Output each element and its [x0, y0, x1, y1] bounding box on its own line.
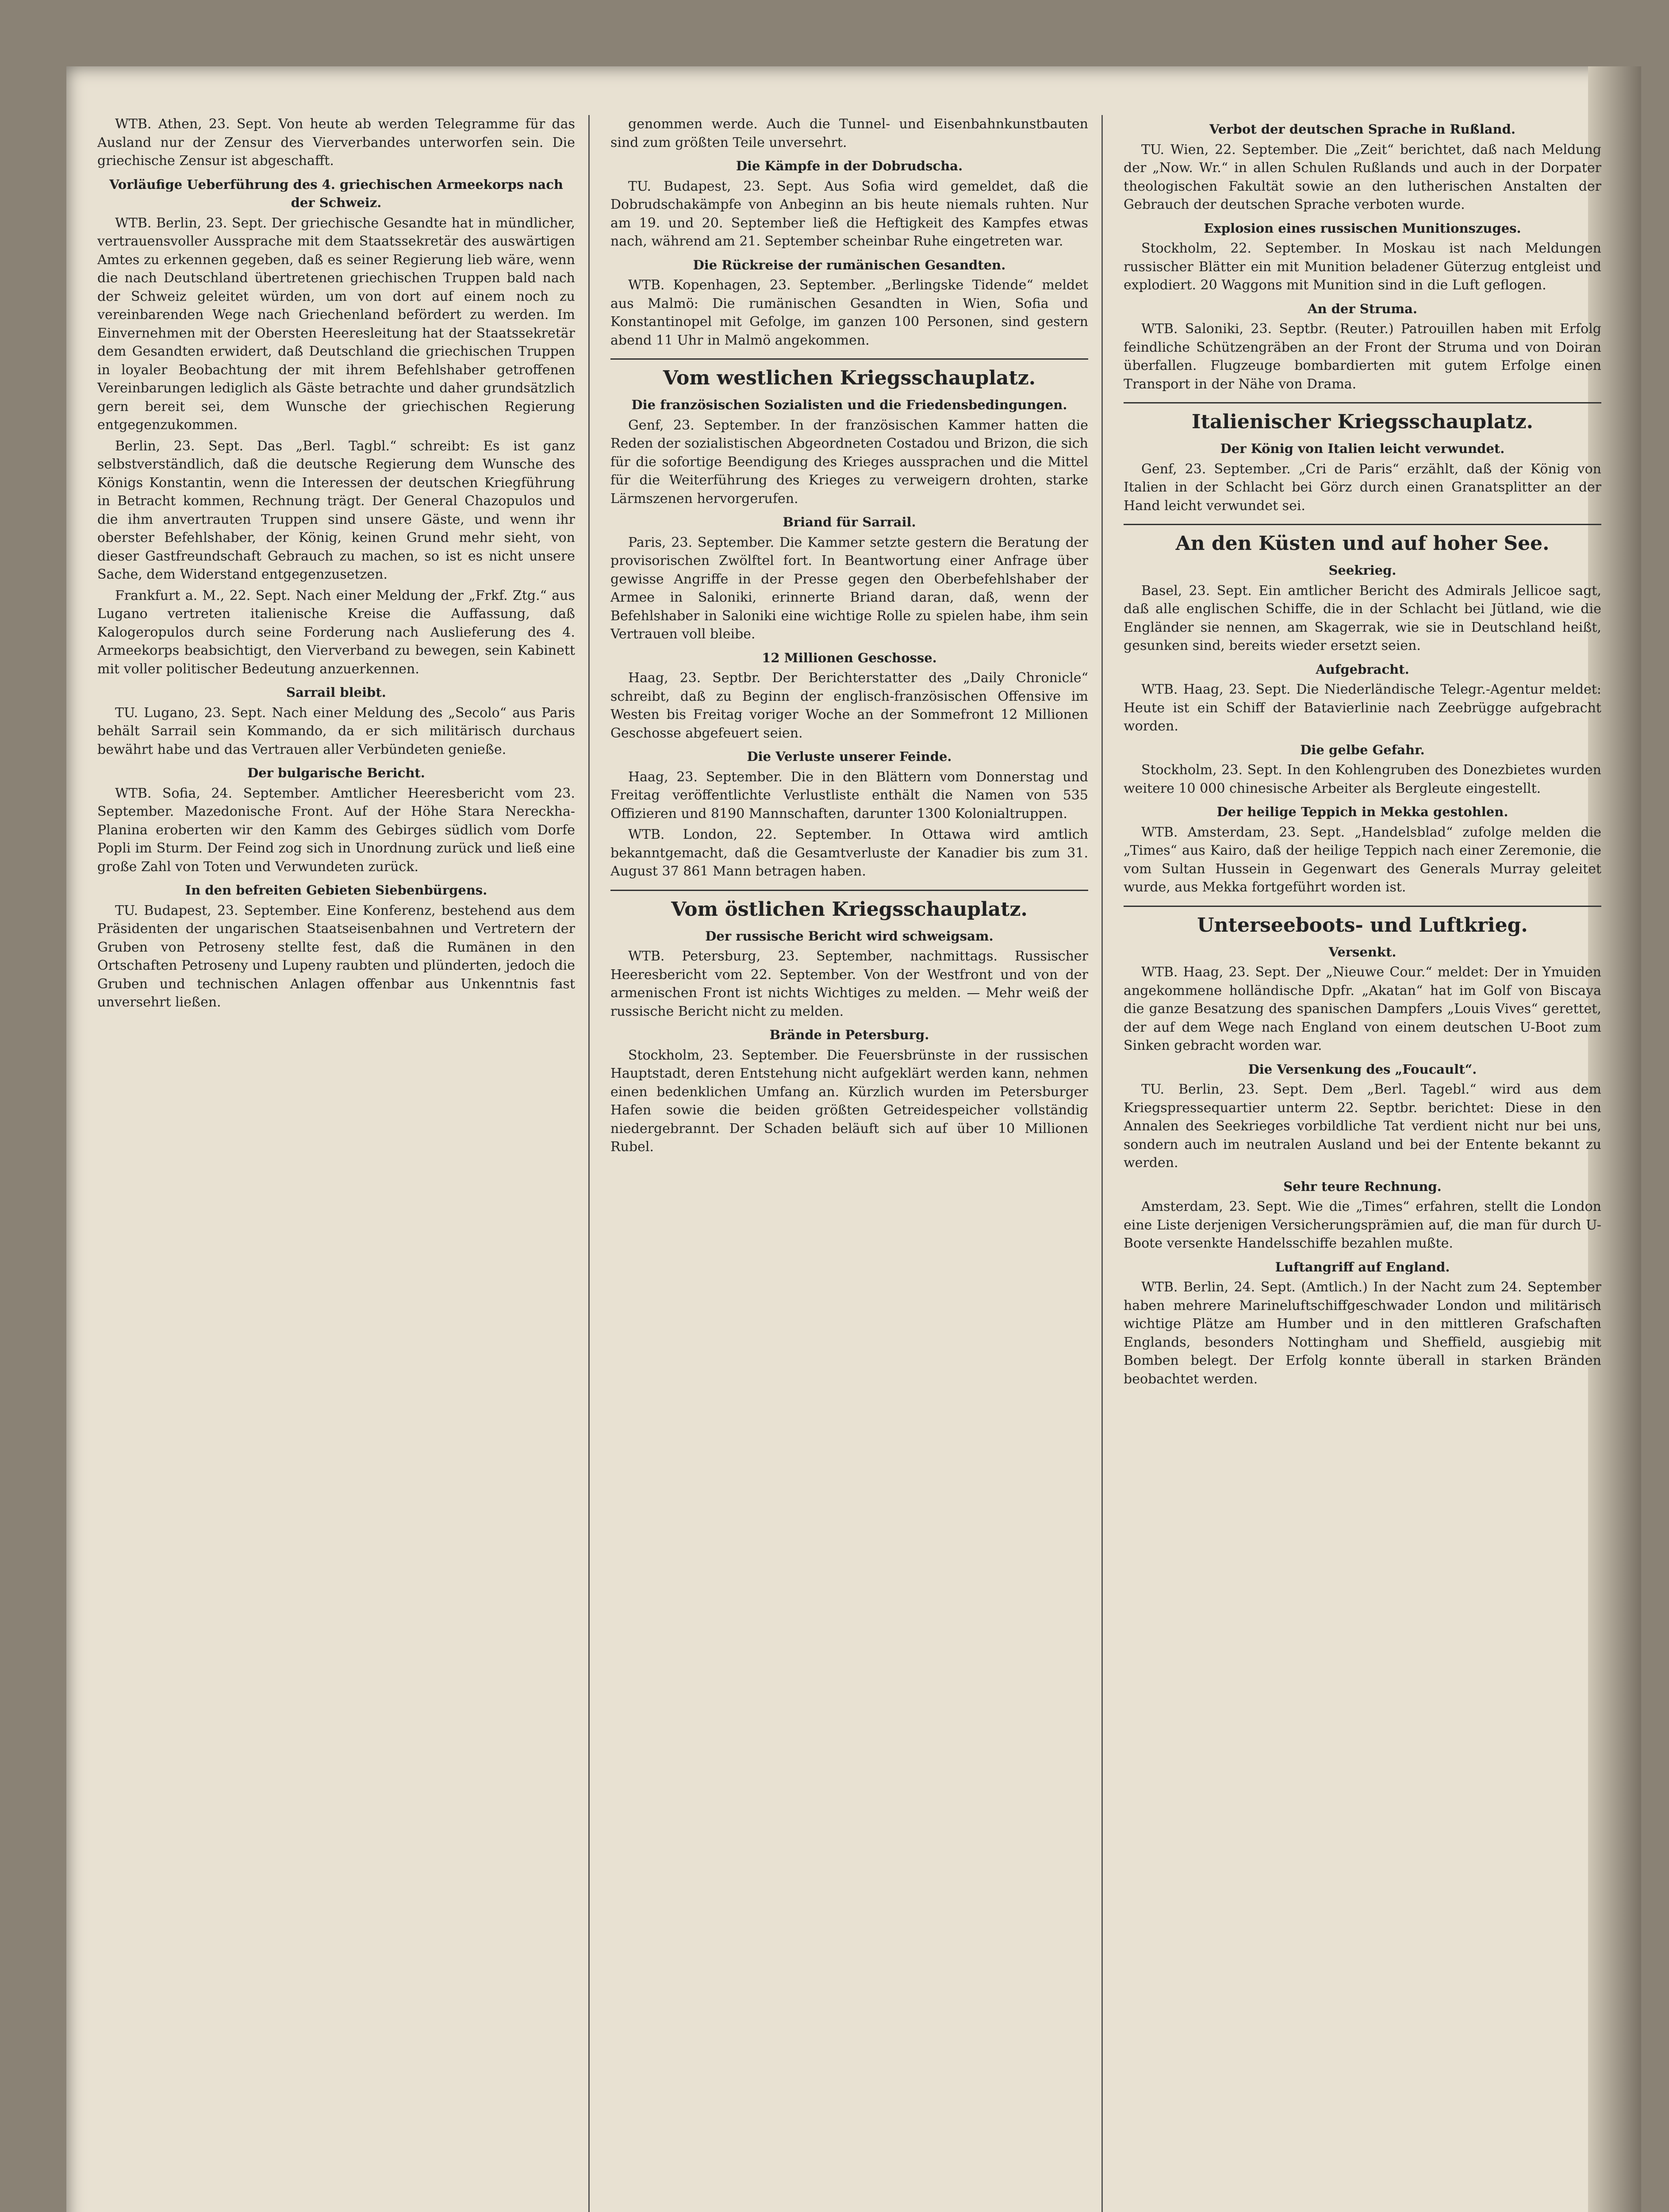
- article-paragraph: WTB. London, 22. September. In Ottawa wird amtlich bekanntgemacht, daß die Gesamtverluste der Kanadier bis zum 31. August 37 861 Mann betragen haben.: [610, 827, 1088, 879]
- section-headline: An den Küsten und auf hoher See.: [1124, 524, 1601, 556]
- article-heading: 12 Millionen Geschosse.: [762, 650, 937, 665]
- article-heading: Der russische Bericht wird schweigsam.: [705, 928, 994, 944]
- article-heading: Die Verluste unserer Feinde.: [747, 749, 952, 764]
- article-heading: Versenkt.: [1328, 944, 1397, 960]
- article-heading: Vorläufige Ueberführung des 4. griechischen Armeekorps nach der Schweiz.: [109, 177, 563, 210]
- article-paragraph: Amsterdam, 23. Sept. Wie die „Times“ erfahren, stellt die London eine Liste derjenigen Versicherungsprämien auf, die man für durch U-Boote versenkte Handelsschiffe bezahlen mußte.: [1124, 1199, 1601, 1251]
- article-paragraph: Frankfurt a. M., 22. Sept. Nach einer Meldung der „Frkf. Ztg.“ aus Lugano vertreten italienische Kreise die Auffassung, daß Kalogeropulos durch seine Forderung nach Auslieferung des 4. Armeekorps beabsichtigt, den Vierverband zu bewegen, sein Kabinett mit voller politischer Bedeutung anzuerkennen.: [97, 588, 575, 677]
- article-paragraph: WTB. Berlin, 24. Sept. (Amtlich.) In der Nacht zum 24. September haben mehrere Marineluftschiffgeschwader London und militärisch wichtige Plätze am Humber und in den mittleren Grafschaften Englands, besonders Nottingham und Sheffield, ausgiebig mit Bomben belegt. Der Erfolg konnte überall in starken Bränden beobachtet werden.: [1124, 1279, 1601, 1387]
- article-heading: Sehr teure Rechnung.: [1283, 1179, 1442, 1194]
- article-paragraph: TU. Lugano, 23. Sept. Nach einer Meldung des „Secolo“ aus Paris behält Sarrail sein Kommando, da er sich militärisch durchaus bewährt habe und das Vertrauen aller Verbündeten genieße.: [97, 705, 575, 757]
- section-headline: Italienischer Kriegsschauplatz.: [1124, 402, 1601, 434]
- article-paragraph: Paris, 23. September. Die Kammer setzte gestern die Beratung der provisorischen Zwölftel fort. In Beantwortung einer Anfrage über gewisse Angriffe in der Presse gegen den Oberbefehlshaber der Armee in Saloniki, erinnerte Briand daran, daß, wenn der Befehlshaber in Saloniki eine wichtige Rolle zu spielen habe, ihm sein Vertrauen voll bleibe.: [610, 534, 1088, 642]
- article-paragraph: WTB. Sofia, 24. September. Amtlicher Heeresbericht vom 23. September. Mazedonische Front. Auf der Höhe Stara Nereckha-Planina eroberten wir den Kamm des Gebirges südlich vom Dorfe Popli im Sturm. Der Feind zog sich in Unordnung zurück und ließ eine große Zahl von Toten und Verwundeten zurück.: [97, 785, 575, 875]
- article-heading: Explosion eines russischen Munitionszuges.: [1204, 220, 1521, 236]
- column-1: [97, 115, 575, 1014]
- article-heading: Briand für Sarrail.: [783, 515, 916, 530]
- article-paragraph: WTB. Berlin, 23. Sept. Der griechische Gesandte hat in mündlicher, vertrauensvoller Aussprache mit dem Staatssekretär des auswärtigen Amtes zu erkennen gegeben, daß es seiner Regierung lieb wäre, wenn die nach Deutschland übertretenen griechischen Truppen bald nach der Schweiz geleitet würden, um von dort auf einem noch zu vereinbarenden Wege nach Griechenland befördert zu werden. Im Einvernehmen mit der Obersten Heeresleitung hat der Staatssekretär dem Gesandten erwidert, daß Deutschland die griechischen Truppen in loyaler Beobachtung der mit ihrem Befehlshaber getroffenen Vereinbarungen lediglich als Gäste betrachte und daher grundsätzlich gern bereit sei, dem Wunsche der griechischen Regierung entgegenzukommen.: [97, 215, 575, 433]
- article-paragraph: WTB. Athen, 23. Sept. Von heute ab werden Telegramme für das Ausland nur der Zensur des Vierverbandes unterworfen sein. Die griechische Zensur ist abgeschafft.: [97, 116, 575, 169]
- article-heading: In den befreiten Gebieten Siebenbürgens.: [185, 883, 487, 898]
- article-heading: Luftangriff auf England.: [1275, 1259, 1450, 1275]
- column-rule: [588, 115, 590, 2212]
- article-paragraph: TU. Wien, 22. September. Die „Zeit“ berichtet, daß nach Meldung der „Now. Wr.“ in allen Schulen Rußlands und auch in der Dorpater theologischen Fakultät sowie an den lutherischen Anstalten der Gebrauch der deutschen Sprache verboten wurde.: [1124, 142, 1601, 212]
- article-paragraph: Stockholm, 22. September. In Moskau ist nach Meldungen russischer Blätter ein mit Munition beladener Güterzug entgleist und explodiert. 20 Waggons mit Munition sind in die Luft geflogen.: [1124, 241, 1601, 293]
- article-paragraph: Genf, 23. September. In der französischen Kammer hatten die Reden der sozialistischen Abgeordneten Costadou und Brizon, die sich für die sofortige Beendigung des Krieges aussprachen und die Mittel für die Weiterführung des Krieges zu verweigern drohten, starke Lärmszenen hervorgerufen.: [610, 417, 1088, 507]
- article-paragraph: WTB. Petersburg, 23. September, nachmittags. Russischer Heeresbericht vom 22. September. Von der Westfront und von der armenischen Front ist nichts Wichtiges zu melden. — Mehr weiß der russische Bericht nicht zu melden.: [610, 949, 1088, 1019]
- section-headline: Vom östlichen Kriegsschauplatz.: [610, 890, 1088, 922]
- article-paragraph: Berlin, 23. Sept. Das „Berl. Tagbl.“ schreibt: Es ist ganz selbstverständlich, daß die deutsche Regierung dem Wunsche des Königs Konstantin, wenn die Interessen der deutschen Kriegführung in Betracht kommen, Rechnung trägt. Der General Chazopulos und die ihm anvertrauten Truppen sind unsere Gäste, und wenn ihr oberster Befehlshaber, der König, keinen Grund mehr sieht, von dieser Gastfreundschaft Gebrauch zu machen, so ist es nicht unsere Sache, dem Widerstand entgegenzusetzen.: [97, 438, 575, 582]
- article-paragraph: TU. Berlin, 23. Sept. Dem „Berl. Tagebl.“ wird aus dem Kriegspressequartier unterm 22. Septbr. berichtet: Diese in den Annalen des Seekrieges vorbildliche Tat verdient nicht nur bei uns, sondern auch im neutralen Ausland und bei der Entente bekannt zu werden.: [1124, 1082, 1601, 1171]
- article-heading: Die Versenkung des „Foucault“.: [1248, 1061, 1477, 1077]
- article-heading: Die Rückreise der rumänischen Gesandten.: [693, 257, 1006, 273]
- article-heading: Der König von Italien leicht verwundet.: [1220, 441, 1505, 456]
- article-paragraph: WTB. Haag, 23. Sept. Die Niederländische Telegr.-Agentur meldet: Heute ist ein Schiff der Batavierlinie nach Zeebrügge aufgebracht worden.: [1124, 682, 1601, 734]
- article-heading: Die Kämpfe in der Dobrudscha.: [736, 158, 963, 173]
- article-paragraph: TU. Budapest, 23. Sept. Aus Sofia wird gemeldet, daß die Dobrudschakämpfe von Anbeginn an bis heute niemals ruhten. Nur am 19. und 20. September ließ die Heftigkeit des Kampfes etwas nach, während am 21. September scheinbar Ruhe eingetreten war.: [610, 178, 1088, 249]
- article-heading: Die französischen Sozialisten und die Friedensbedingungen.: [631, 397, 1067, 412]
- article-paragraph: Haag, 23. Septbr. Der Berichterstatter des „Daily Chronicle“ schreibt, daß zu Beginn der englisch-französischen Offensive im Westen bis Freitag voriger Woche an der Sommefront 12 Millionen Geschosse abgefeuert seien.: [610, 670, 1088, 741]
- article-paragraph: Stockholm, 23. Sept. In den Kohlengruben des Donezbietes wurden weitere 10 000 chinesische Arbeiter als Bergleute eingestellt.: [1124, 762, 1601, 796]
- article-heading: Verbot der deutschen Sprache in Rußland.: [1209, 122, 1516, 137]
- article-paragraph: genommen werde. Auch die Tunnel- und Eisenbahnkunstbauten sind zum größten Teile unversehrt.: [610, 116, 1088, 150]
- column-3: [1124, 115, 1601, 1391]
- article-paragraph: Haag, 23. September. Die in den Blättern vom Donnerstag und Freitag veröffentlichte Verlustliste enthält die Namen von 535 Offizieren und 8190 Mannschaften, darunter 1300 Kolonialtruppen.: [610, 769, 1088, 822]
- column-2: [610, 115, 1088, 1159]
- column-rule: [1101, 115, 1103, 2212]
- section-headline: Vom westlichen Kriegsschauplatz.: [610, 358, 1088, 391]
- article-paragraph: WTB. Saloniki, 23. Septbr. (Reuter.) Patrouillen haben mit Erfolg feindliche Schützengräben an der Front der Struma und von Doiran überfallen. Flugzeuge bombardierten mit gutem Erfolge einen Transport in der Nähe von Drama.: [1124, 321, 1601, 392]
- article-heading: An der Struma.: [1307, 301, 1418, 316]
- article-heading: Aufgebracht.: [1316, 661, 1409, 677]
- article-heading: Der bulgarische Bericht.: [247, 765, 425, 780]
- section-headline: Unterseeboots- und Luftkrieg.: [1124, 906, 1601, 938]
- newspaper-page: [66, 66, 1641, 2212]
- article-heading: Seekrieg.: [1328, 563, 1397, 578]
- article-paragraph: WTB. Haag, 23. Sept. Der „Nieuwe Cour.“ meldet: Der in Ymuiden angekommene holländische Dpfr. „Akatan“ hat im Golf von Biscaya die ganze Besatzung des spanischen Dampfers „Louis Vives“ gerettet, der auf dem Wege nach England von einem deutschen U-Boot zum Sinken gebracht worden war.: [1124, 964, 1601, 1053]
- article-paragraph: Stockholm, 23. September. Die Feuersbrünste in der russischen Hauptstadt, deren Entstehung nicht aufgeklärt werden kann, nehmen einen bedenklichen Umfang an. Kürzlich wurden im Petersburger Hafen sowie die beiden größten Getreidespeicher vollständig niedergebrannt. Der Schaden beläuft sich auf über 10 Millionen Rubel.: [610, 1047, 1088, 1155]
- article-paragraph: Genf, 23. September. „Cri de Paris“ erzählt, daß der König von Italien in der Schlacht bei Görz durch einen Granatsplitter an der Hand leicht verwundet sei.: [1124, 461, 1601, 514]
- article-heading: Der heilige Teppich in Mekka gestohlen.: [1216, 804, 1508, 819]
- article-heading: Die gelbe Gefahr.: [1300, 742, 1425, 757]
- article-paragraph: TU. Budapest, 23. September. Eine Konferenz, bestehend aus dem Präsidenten der ungarischen Staatseisenbahnen und Vertretern der Gruben von Petroseny stellte fest, daß die Rumänen in den Ortschaften Petroseny und Lupeny raubten und plünderten, jedoch die Gruben und technischen Anlagen offenbar aus Unkenntnis fast unversehrt ließen.: [97, 902, 575, 1010]
- article-heading: Brände in Petersburg.: [769, 1027, 929, 1042]
- article-paragraph: WTB. Kopenhagen, 23. September. „Berlingske Tidende“ meldet aus Malmö: Die rumänischen Gesandten in Wien, Sofia und Konstantinopel mit Gefolge, im ganzen 100 Personen, sind gestern abend 11 Uhr in Malmö angekommen.: [610, 277, 1088, 348]
- article-paragraph: Basel, 23. Sept. Ein amtlicher Bericht des Admirals Jellicoe sagt, daß alle englischen Schiffe, die in der Schlacht bei Jütland, wie die Engländer sie nennen, am Skagerrak, wie sie in Deutschland heißt, gesunken sind, bereits wieder ersetzt seien.: [1124, 583, 1601, 653]
- article-heading: Sarrail bleibt.: [286, 685, 386, 700]
- article-paragraph: WTB. Amsterdam, 23. Sept. „Handelsblad“ zufolge melden die „Times“ aus Kairo, daß der heilige Teppich nach einer Zeremonie, die vom Sultan Hussein in Gegenwart des Generals Murray geleitet wurde, aus Mekka fortgeführt worden ist.: [1124, 824, 1601, 895]
